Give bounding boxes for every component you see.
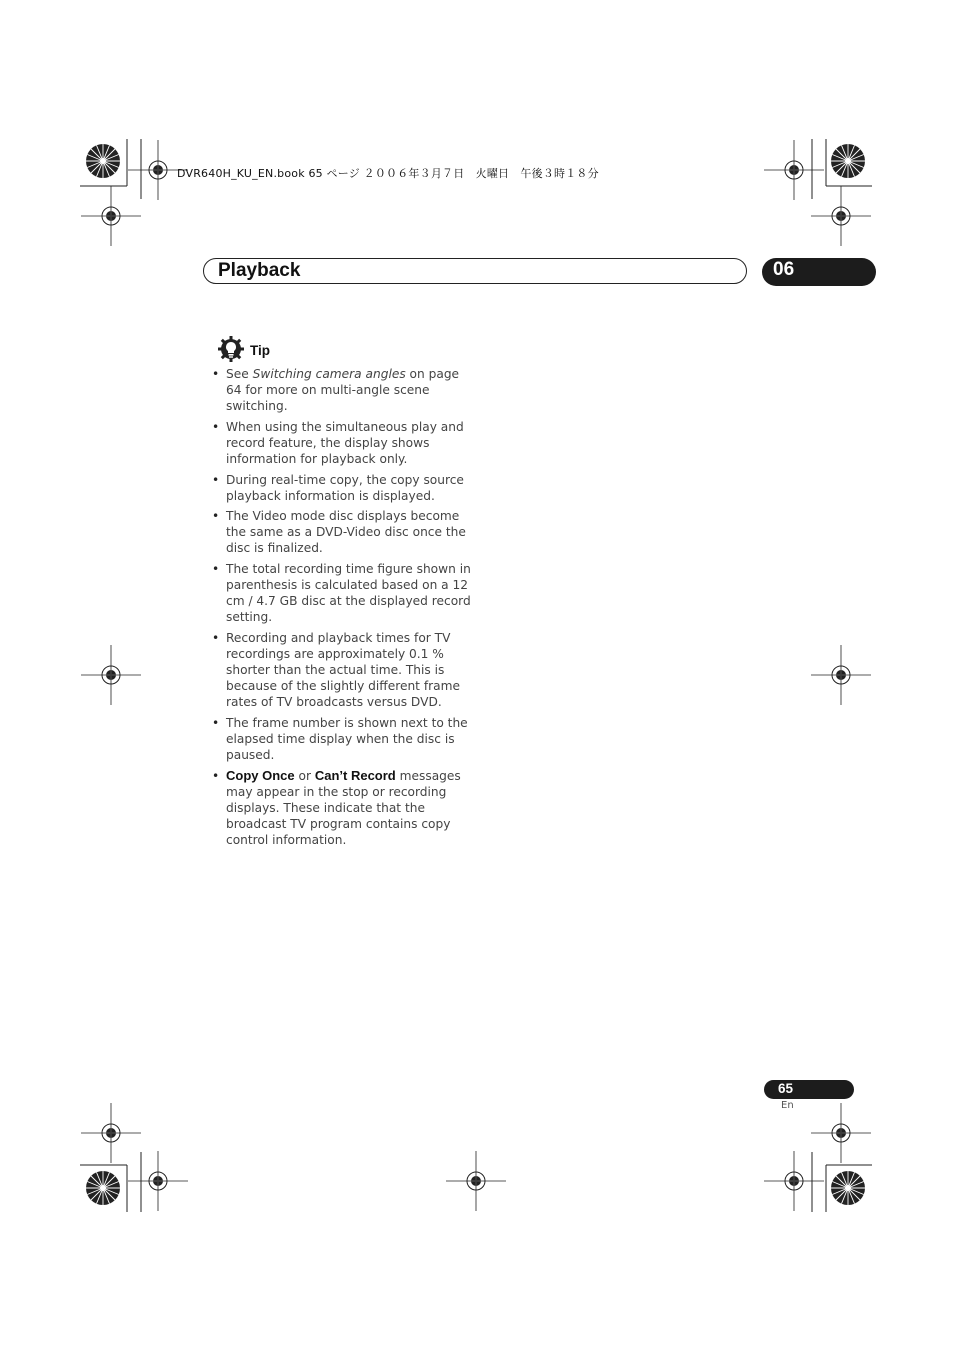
section-title: Playback — [218, 260, 301, 281]
list-item: • During real-time copy, the copy source playback information is displayed. — [212, 472, 472, 504]
page-number: 65 — [778, 1081, 794, 1096]
list-item: • Recording and playback times for TV recordings are approximately 0.1 % shorter than the actual time. This is because of the slightly different frame rates of TV broadcasts versus DVD. — [212, 630, 472, 710]
page-language: En — [781, 1100, 794, 1111]
section-title-bar — [203, 258, 747, 284]
tip-gear-bulb-icon — [218, 336, 246, 364]
tip-list — [212, 366, 472, 853]
page-number-tab — [764, 1080, 854, 1099]
list-item: • Copy Once or Can’t Record messages may appear in the stop or recording displays. These indicate that the broadcast TV program contains copy control information. — [212, 768, 472, 848]
list-item: • The Video mode disc displays become the same as a DVD-Video disc once the disc is finalized. — [212, 508, 472, 556]
tip-label: Tip — [250, 343, 270, 358]
list-item: • See Switching camera angles on page 64 for more on multi-angle scene switching. — [212, 366, 472, 414]
chapter-number: 06 — [773, 259, 795, 280]
print-file-info: DVR640H_KU_EN.book 65 ページ ２００６年３月７日 火曜日 午後３時１８分 — [177, 167, 599, 180]
chapter-tab — [762, 258, 876, 286]
list-item: • The total recording time figure shown in parenthesis is calculated based on a 12 cm / 4.7 GB disc at the displayed record setting. — [212, 561, 472, 625]
list-item: • The frame number is shown next to the elapsed time display when the disc is paused. — [212, 715, 472, 763]
list-item: • When using the simultaneous play and record feature, the display shows information for playback only. — [212, 419, 472, 467]
